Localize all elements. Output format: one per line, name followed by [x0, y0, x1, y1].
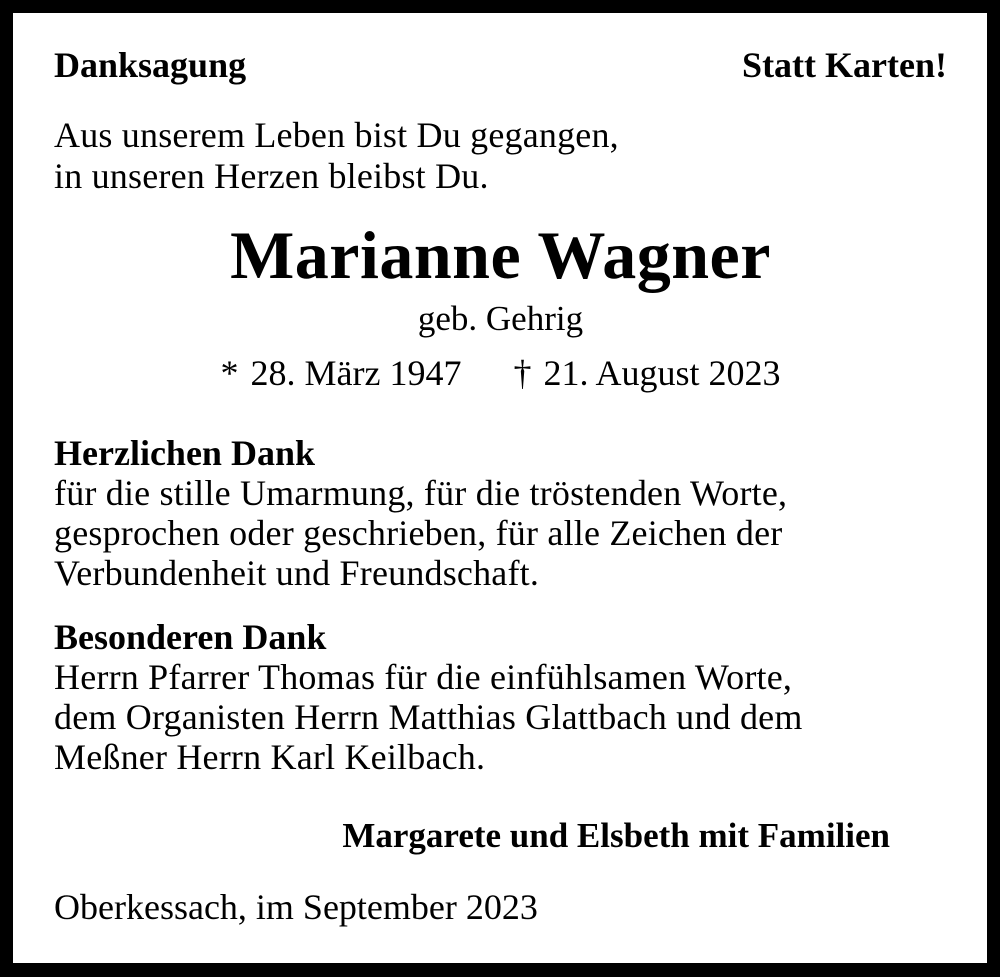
herzlichen-dank-paragraph	[54, 473, 947, 593]
herzlichen-dank-heading: Herzlichen Dank	[54, 433, 315, 473]
death-date-group	[513, 351, 780, 395]
maiden-name: geb. Gehrig	[417, 299, 584, 338]
birth-date-group	[221, 351, 462, 395]
thanks-line: Verbundenheit und Freundschaft.	[54, 553, 540, 593]
intro-line: in unseren Herzen bleibst Du.	[54, 156, 489, 196]
thanks-line: gesprochen oder geschrieben, für alle Zeichen der	[54, 513, 783, 553]
besonderen-dank-paragraph	[54, 657, 947, 777]
place-and-date: Oberkessach, im September 2023	[54, 887, 538, 927]
notice-type-title: Danksagung	[54, 45, 247, 85]
special-thanks-line: Meßner Herrn Karl Keilbach.	[54, 737, 486, 777]
death-date: 21. August 2023	[543, 353, 781, 393]
header-row	[54, 45, 947, 85]
deceased-name: Marianne Wagner	[230, 217, 771, 293]
special-thanks-line: Herrn Pfarrer Thomas für die einfühlsamen Worte,	[54, 657, 793, 697]
intro-verse	[54, 115, 947, 197]
death-symbol: †	[513, 353, 532, 393]
special-thanks-line: dem Organisten Herrn Matthias Glattbach und dem	[54, 697, 803, 737]
birth-date: 28. März 1947	[250, 353, 462, 393]
statt-karten-note: Statt Karten!	[742, 45, 947, 85]
thanks-line: für die stille Umarmung, für die tröstenden Worte,	[54, 473, 788, 513]
life-dates	[54, 351, 947, 395]
intro-line: Aus unserem Leben bist Du gegangen,	[54, 115, 619, 155]
family-signature: Margarete und Elsbeth mit Familien	[342, 816, 890, 855]
birth-symbol: *	[220, 353, 239, 393]
besonderen-dank-heading: Besonderen Dank	[54, 617, 327, 657]
obituary-card	[13, 13, 987, 963]
